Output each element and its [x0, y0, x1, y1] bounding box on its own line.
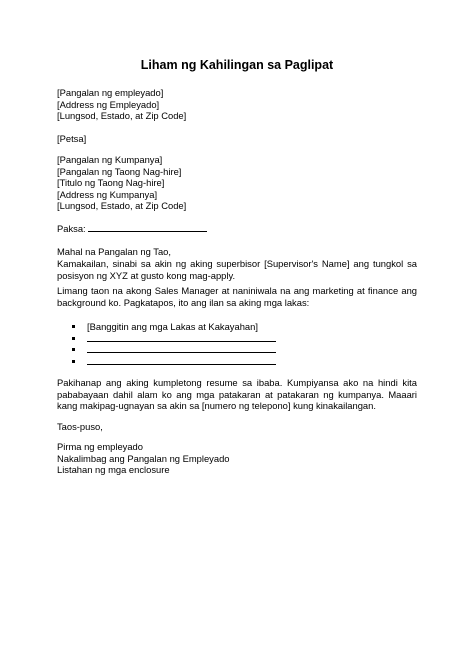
- salutation: Mahal na Pangalan ng Tao,: [57, 246, 171, 257]
- blank-line: [87, 341, 276, 342]
- recipient-block: [57, 154, 417, 212]
- subject-blank: [88, 223, 207, 232]
- blank-line: [87, 352, 276, 353]
- closing: Taos-puso,: [57, 421, 103, 432]
- sender-address: [Address ng Empleyado]: [57, 98, 160, 110]
- recipient-city: [Lungsod, Estado, at Zip Code]: [57, 200, 187, 212]
- list-item: [72, 356, 292, 368]
- date-block: [57, 133, 417, 145]
- document-title: Liham ng Kahilingan sa Paglipat: [140, 58, 334, 72]
- paragraph-2: Limang taon na akong Sales Manager at naniniwala na ang marketing at finance ang background ko. Pagkatapos, ito ang ilan sa aking mga lakas:: [57, 285, 417, 308]
- list-item: [72, 321, 292, 333]
- paragraph-1: Kamakailan, sinabi sa akin ng aking superbisor [Supervisor's Name] ang tungkol sa posisyon ng XYZ at gusto kong mag-apply.: [57, 258, 417, 281]
- recipient-hirer-name: [Pangalan ng Taong Nag-hire]: [57, 165, 182, 177]
- sender-city: [Lungsod, Estado, at Zip Code]: [57, 110, 187, 122]
- subject-line: [57, 223, 417, 235]
- signature-block: [57, 441, 417, 476]
- recipient-company: [Pangalan ng Kumpanya]: [57, 154, 163, 165]
- signature-line: Pirma ng empleyado: [57, 441, 143, 452]
- printed-name: Nakalimbag ang Pangalan ng Empleyado: [57, 452, 230, 464]
- enclosures: Listahan ng mga enclosure: [57, 464, 170, 476]
- sender-name: [Pangalan ng empleyado]: [57, 87, 164, 98]
- recipient-address: [Address ng Kumpanya]: [57, 188, 158, 200]
- bullet-icon: [72, 360, 75, 363]
- bullet-icon: [72, 348, 75, 351]
- subject-label: Paksa:: [57, 223, 86, 234]
- paragraph-3: Pakihanap ang aking kumpletong resume sa ibaba. Kumpiyansa ako na hindi kita pababayaan dahil alam ko ang mga patakaran at patakaran ng kumpanya. Maaari kang makipag-ugnayan sa akin sa [numero ng telepono] kung kinakailangan.: [57, 377, 417, 412]
- bullet-icon: [72, 337, 75, 340]
- list-item-text: [Banggitin ang mga Lakas at Kakayahan]: [87, 321, 258, 332]
- recipient-hirer-title: [Titulo ng Taong Nag-hire]: [57, 177, 165, 189]
- bullet-icon: [72, 325, 75, 328]
- blank-line: [87, 364, 276, 365]
- letter-date: [Petsa]: [57, 133, 87, 144]
- sender-block: [57, 87, 417, 122]
- strengths-list: [72, 321, 292, 367]
- list-item: [72, 333, 292, 345]
- list-item: [72, 344, 292, 356]
